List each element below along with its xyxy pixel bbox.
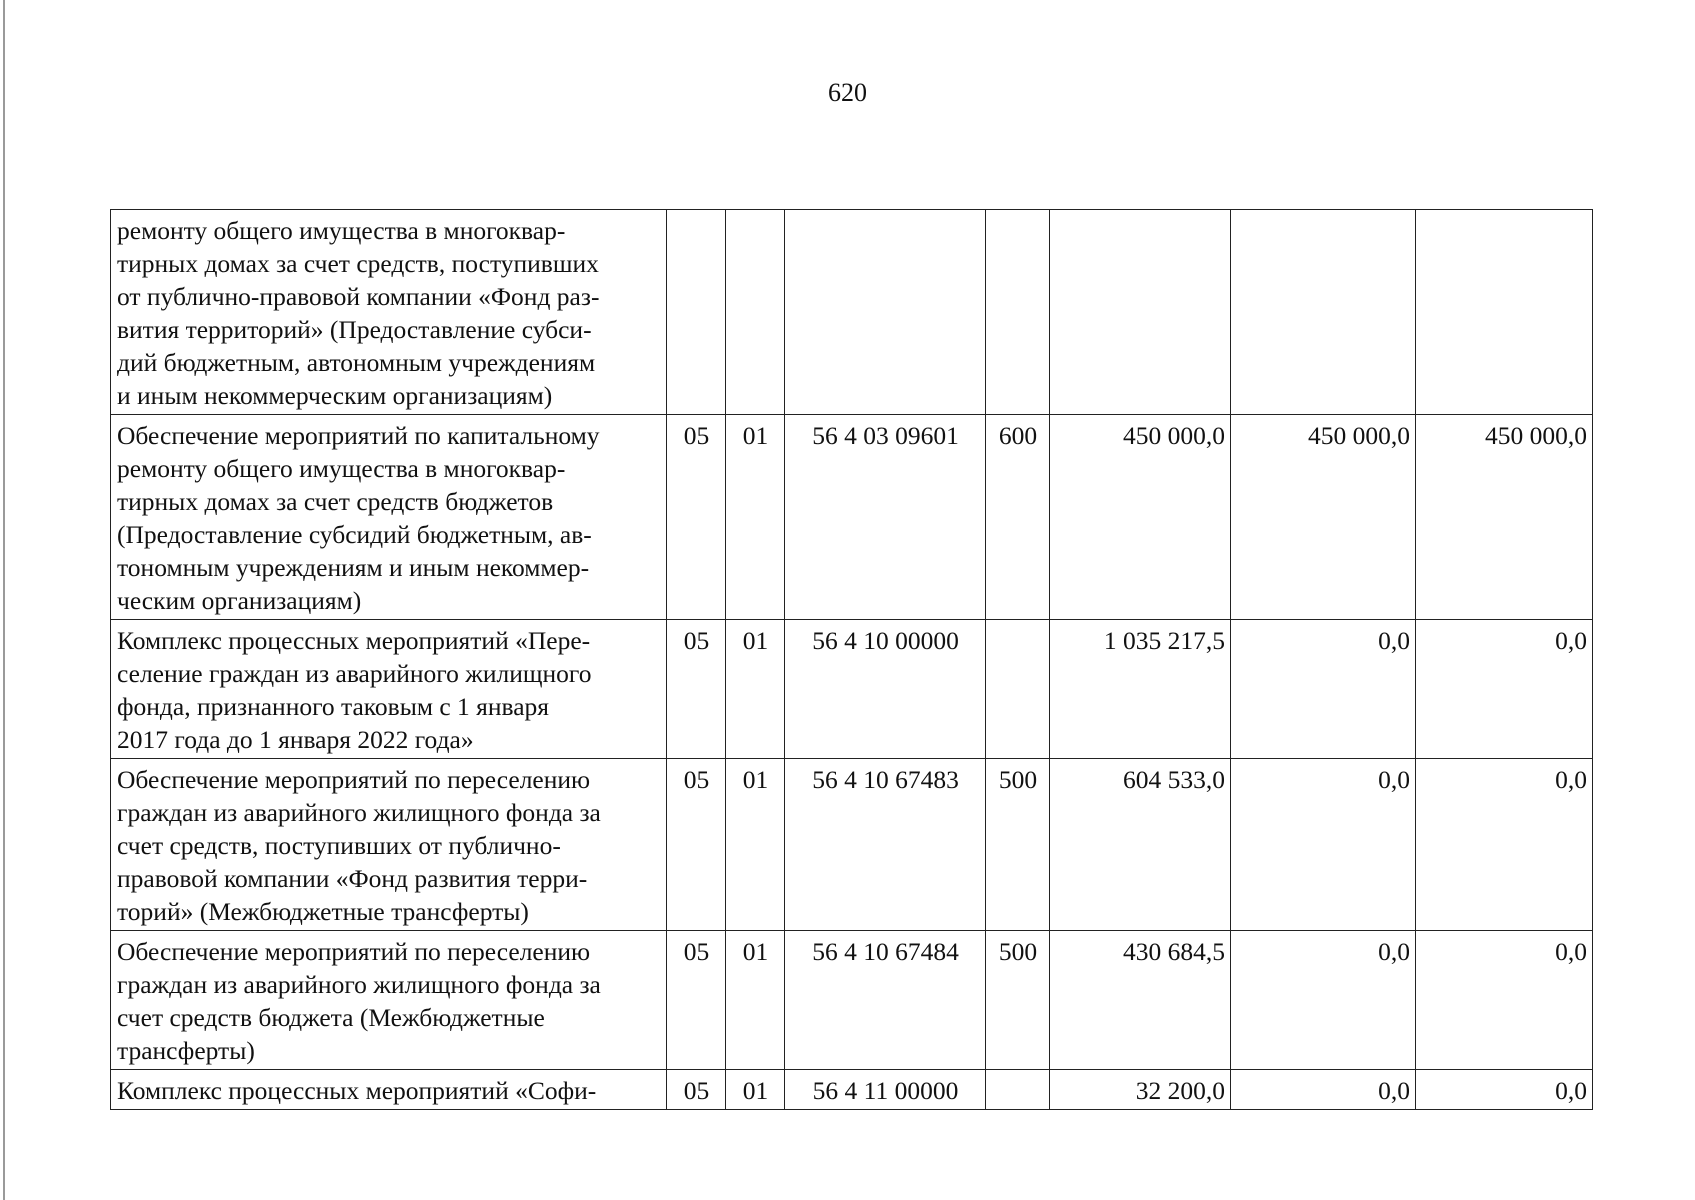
cell-amount-year-1: 450 000,0 <box>1050 415 1231 620</box>
cell-amount-year-2: 0,0 <box>1231 1070 1416 1110</box>
cell-expense-type <box>986 1070 1050 1110</box>
cell-amount-year-2: 0,0 <box>1231 620 1416 759</box>
cell-target-article: 56 4 11 00000 <box>785 1070 986 1110</box>
cell-subsection: 01 <box>726 931 785 1070</box>
cell-amount-year-1: 604 533,0 <box>1050 759 1231 931</box>
name-line: тирных домах за счет средств бюджетов <box>117 487 554 516</box>
cell-expense-type <box>986 210 1050 415</box>
name-lines <box>117 1074 661 1107</box>
name-line: ческим организациям) <box>117 586 362 615</box>
cell-expense-type <box>986 620 1050 759</box>
cell-target-article: 56 4 10 67483 <box>785 759 986 931</box>
cell-amount-year-1: 1 035 217,5 <box>1050 620 1231 759</box>
cell-amount-year-2: 0,0 <box>1231 931 1416 1070</box>
cell-subsection: 01 <box>726 415 785 620</box>
table-row <box>111 759 1593 931</box>
name-lines <box>117 214 661 412</box>
cell-section: 05 <box>667 759 726 931</box>
cell-target-article: 56 4 10 67484 <box>785 931 986 1070</box>
name-line: дий бюджетным, автономным учреждениям <box>117 348 596 377</box>
cell-name <box>111 1070 667 1110</box>
scan-edge-line <box>3 0 5 1200</box>
cell-amount-year-2: 0,0 <box>1231 759 1416 931</box>
name-line: Обеспечение мероприятий по капитальному <box>117 421 600 450</box>
name-line: счет средств бюджета (Межбюджетные <box>117 1003 545 1032</box>
name-line: 2017 года до 1 января 2022 года» <box>117 725 474 754</box>
name-line: селение граждан из аварийного жилищного <box>117 659 592 688</box>
table-row <box>111 210 1593 415</box>
table-body <box>111 210 1593 1110</box>
name-line: и иным некоммерческим организациям) <box>117 381 553 410</box>
cell-subsection: 01 <box>726 620 785 759</box>
name-line: вития территорий» (Предоставление субси- <box>117 315 592 344</box>
table-row <box>111 1070 1593 1110</box>
cell-name <box>111 759 667 931</box>
cell-amount-year-1 <box>1050 210 1231 415</box>
cell-section <box>667 210 726 415</box>
name-line: граждан из аварийного жилищного фонда за <box>117 970 601 999</box>
name-line: тирных домах за счет средств, поступивших <box>117 249 599 278</box>
name-line: граждан из аварийного жилищного фонда за <box>117 798 601 827</box>
cell-subsection: 01 <box>726 759 785 931</box>
name-lines <box>117 624 661 756</box>
name-line: от публично-правовой компании «Фонд раз- <box>117 282 600 311</box>
cell-amount-year-1: 430 684,5 <box>1050 931 1231 1070</box>
cell-target-article: 56 4 03 09601 <box>785 415 986 620</box>
cell-amount-year-3: 0,0 <box>1416 931 1593 1070</box>
table-row <box>111 415 1593 620</box>
name-line: трансферты) <box>117 1036 255 1065</box>
name-line: Обеспечение мероприятий по переселению <box>117 937 591 966</box>
cell-target-article <box>785 210 986 415</box>
name-lines <box>117 935 661 1067</box>
name-lines <box>117 419 661 617</box>
cell-expense-type: 600 <box>986 415 1050 620</box>
cell-subsection <box>726 210 785 415</box>
cell-subsection: 01 <box>726 1070 785 1110</box>
name-line: Обеспечение мероприятий по переселению <box>117 765 591 794</box>
cell-amount-year-2 <box>1231 210 1416 415</box>
cell-amount-year-3: 0,0 <box>1416 620 1593 759</box>
name-line: торий» (Межбюджетные трансферты) <box>117 897 529 926</box>
cell-expense-type: 500 <box>986 759 1050 931</box>
cell-amount-year-3: 450 000,0 <box>1416 415 1593 620</box>
cell-expense-type: 500 <box>986 931 1050 1070</box>
cell-section: 05 <box>667 620 726 759</box>
name-line: (Предоставление субсидий бюджетным, ав- <box>117 520 592 549</box>
cell-amount-year-3: 0,0 <box>1416 759 1593 931</box>
table-row <box>111 620 1593 759</box>
cell-name <box>111 415 667 620</box>
cell-name <box>111 210 667 415</box>
cell-section: 05 <box>667 1070 726 1110</box>
budget-table <box>110 209 1593 1110</box>
name-line: фонда, признанного таковым с 1 января <box>117 692 550 721</box>
cell-amount-year-3 <box>1416 210 1593 415</box>
name-line: Комплекс процессных мероприятий «Софи- <box>117 1076 597 1105</box>
table-row <box>111 931 1593 1070</box>
cell-amount-year-1: 32 200,0 <box>1050 1070 1231 1110</box>
page-number: 620 <box>828 78 867 107</box>
name-line: ремонту общего имущества в многоквар- <box>117 454 566 483</box>
name-line: тономным учреждениям и иным некоммер- <box>117 553 590 582</box>
name-line: правовой компании «Фонд развития терри- <box>117 864 588 893</box>
name-line: счет средств, поступивших от публично- <box>117 831 561 860</box>
cell-amount-year-3: 0,0 <box>1416 1070 1593 1110</box>
name-line: Комплекс процессных мероприятий «Пере- <box>117 626 591 655</box>
name-lines <box>117 763 661 928</box>
cell-target-article: 56 4 10 00000 <box>785 620 986 759</box>
cell-amount-year-2: 450 000,0 <box>1231 415 1416 620</box>
cell-section: 05 <box>667 931 726 1070</box>
cell-name <box>111 620 667 759</box>
name-line: ремонту общего имущества в многоквар- <box>117 216 566 245</box>
cell-section: 05 <box>667 415 726 620</box>
cell-name <box>111 931 667 1070</box>
